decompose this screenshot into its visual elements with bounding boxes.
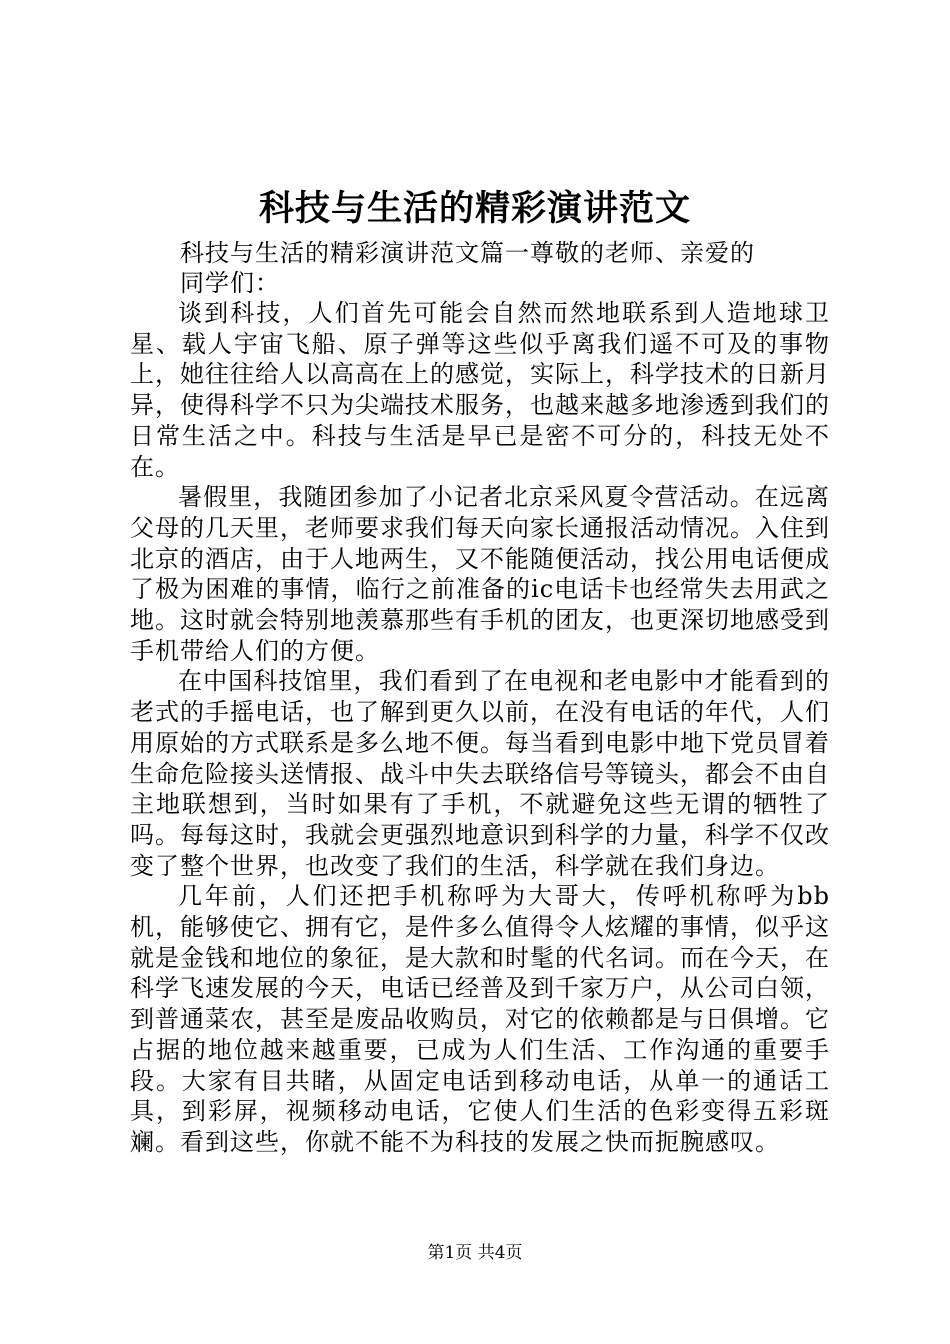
document-title: 科技与生活的精彩演讲范文: [258, 188, 691, 229]
intro-line: 科技与生活的精彩演讲范文篇一尊敬的老师、亲爱的: [180, 239, 755, 267]
body-text: [130, 298, 830, 1158]
intro-block: [180, 238, 800, 298]
page-footer: 第1页 共4页: [427, 1243, 523, 1263]
intro-line: 同学们：: [180, 269, 280, 297]
paragraph: 在中国科技馆里，我们看到了在电视和老电影中才能看到的老式的手摇电话，也了解到更久以前，在没有电话的年代，人们用原始的方式联系是多么地不便。每当看到电影中地下党员冒着生命危险接头送情报、战斗中失去联络信号等镜头，都会不由自主地联想到，当时如果有了手机，不就避免这些无谓的牺牲了吗。每每这时，我就会更强烈地意识到科学的力量，科学不仅改变了整个世界，也改变了我们的生活，科学就在我们身边。: [130, 667, 830, 880]
paragraph: 暑假里，我随团参加了小记者北京采风夏令营活动。在远离父母的几天里，老师要求我们每天向家长通报活动情况。入住到北京的酒店，由于人地两生，又不能随便活动，找公用电话便成了极为困难的事情，临行之前准备的ic电话卡也经常失去用武之地。这时就会特别地羡慕那些有手机的团友，也更深切地感受到手机带给人们的方便。: [130, 483, 830, 665]
paragraph: 谈到科技，人们首先可能会自然而然地联系到人造地球卫星、载人宇宙飞船、原子弹等这些似乎离我们遥不可及的事物上，她往往给人以高高在上的感觉，实际上，科学技术的日新月异，使得科学不只为尖端技术服务，也越来越多地渗透到我们的日常生活之中。科技与生活是早已是密不可分的，科技无处不在。: [130, 299, 830, 481]
paragraph: 几年前，人们还把手机称呼为大哥大，传呼机称呼为bb机，能够使它、拥有它，是件多么值得令人炫耀的事情，似乎这就是金钱和地位的象征，是大款和时髦的代名词。而在今天，在科学飞速发展的今天，电话已经普及到千家万户，从公司白领，到普通菜农，甚至是废品收购员，对它的依赖都是与日俱增。它占据的地位越来越重要，已成为人们生活、工作沟通的重要手段。大家有目共睹，从固定电话到移动电话，从单一的通话工具，到彩屏，视频移动电话，它使人们生活的色彩变得五彩斑斓。看到这些，你就不能不为科技的发展之快而扼腕感叹。: [130, 882, 830, 1156]
